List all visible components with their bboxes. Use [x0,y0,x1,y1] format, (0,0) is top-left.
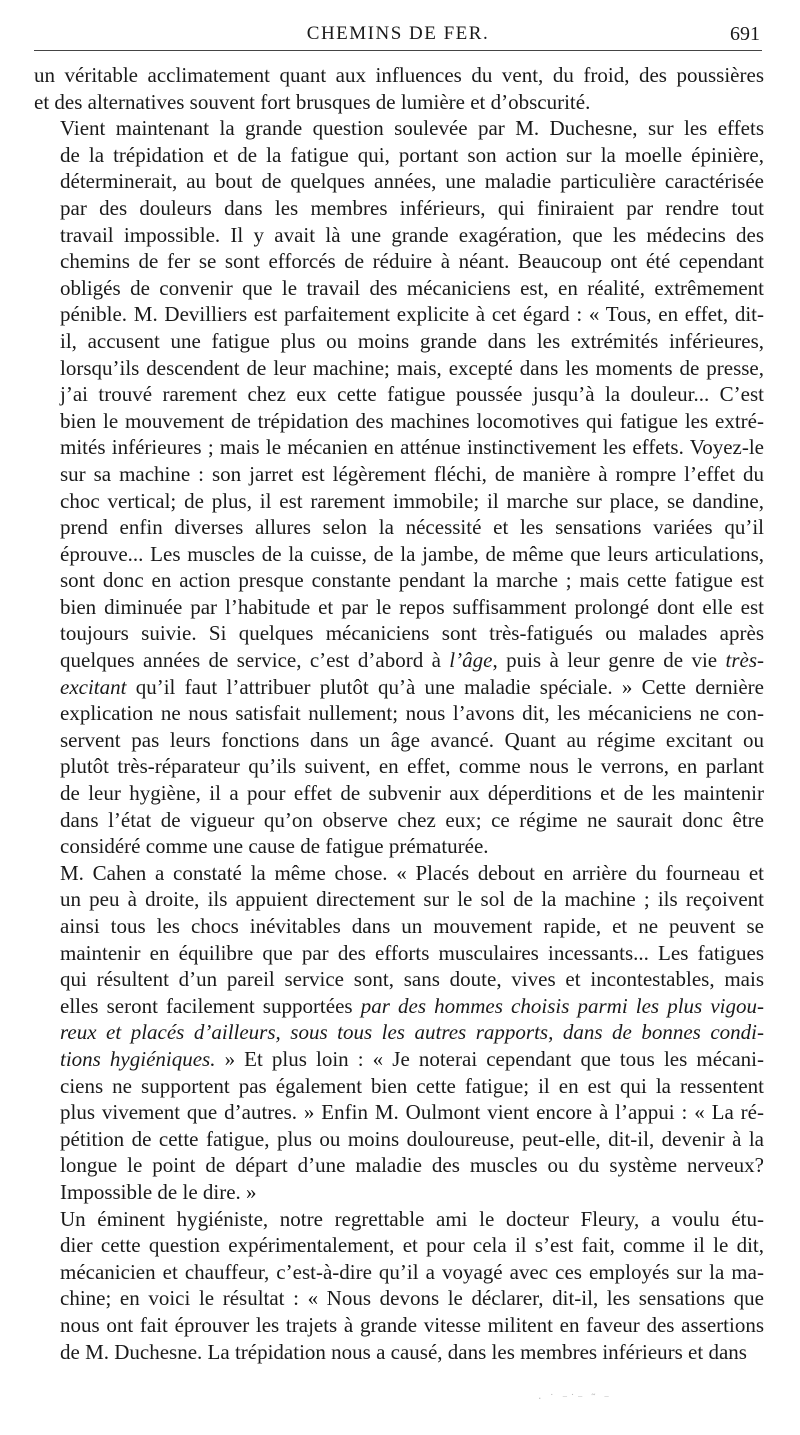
text-line: lorsqu’ils descendent de leur machine; mais, excepté dans les moments de presse, [60,355,764,380]
paragraph [34,62,764,115]
text-line: j’ai trouvé rarement chez eux cette fatigue poussée jusqu’à la douleur... C’est [60,382,764,407]
text-line: bien le mouvement de trépidation des machines locomotives qui fatigue les extré- [60,408,764,433]
text-line: choc vertical; de plus, il est rarement immobile; il marche sur place, se dandine, [60,488,764,513]
text-line: plutôt très-réparateur qu’ils suivent, en effet, comme nous le verrons, en parlant [60,754,764,779]
ink-smudge: · ˙ ⁻˙⁻ ˜ ⁻ [538,1392,612,1405]
text-line: nous ont fait éprouver les trajets à grande vitesse militent en faveur des assertions [60,1312,764,1337]
italic-emphasis: très- [725,648,764,673]
text-line: éprouve... Les muscles de la cuisse, de la jambe, de même que leurs articulations, [60,541,764,566]
text-line: considéré comme une cause de fatigue prématurée. [60,834,489,859]
italic-emphasis: reux et placés d’ailleurs, sous tous les autres rapports, dans de bonnes condi- [60,1020,764,1045]
text-line: ainsi tous les chocs inévitables dans un mouvement rapide, et ne peuvent se [60,914,764,938]
text-line: un véritable acclimatement quant aux influences du vent, du froid, des poussières [34,63,764,87]
text-line: explication ne nous satisfait nullement; nous l’avons dit, les mécaniciens ne con- [60,701,764,726]
paragraph [34,1206,764,1366]
text-line: ciens ne supportent pas également bien cette fatigue; il en est qui la ressentent [60,1073,764,1098]
text-line: par des douleurs dans les membres inférieurs, qui finiraient par rendre tout [60,195,764,220]
text-line: déterminerait, au bout de quelques années, une maladie particulière caractérisée [60,169,764,194]
text-line: de la trépidation et de la fatigue qui, portant son action sur la moelle épinière, [60,142,764,167]
text-line: toujours suivie. Si quelques mécaniciens sont très-fatigués ou malades après [60,621,764,646]
text-line: M. Cahen a constaté la même chose. « Placés debout en arrière du fourneau et [60,860,764,885]
text-line: un peu à droite, ils appuient directement sur le sol de la machine ; ils reçoivent [60,887,764,912]
text-line: dier cette question expérimentalement, et pour cela il s’est fait, comme il le dit, [60,1233,764,1258]
text-line: sont donc en action presque constante pendant la marche ; mais cette fatigue est [60,568,764,593]
text-line [34,1019,764,1046]
text-line: mités inférieures ; mais le mécanien en atténue instinctivement les effets. Voyez-le [60,435,764,460]
italic-emphasis: tions hygiéniques. [60,1046,216,1071]
text-line: obligés de convenir que le travail des mécaniciens est, en réalité, extrêmement [60,275,764,300]
text-line: mécanicien et chauffeur, c’est-à-dire qu’il a voyagé avec ces employés sur la ma- [60,1259,764,1284]
text-line: pétition de cette fatigue, plus ou moins douloureuse, peut-elle, dit-il, devenir à la [60,1126,764,1151]
text-line: pénible. M. Devilliers est parfaitement explicite à cet égard : « Tous, en effet, dit- [60,302,764,327]
paragraph [34,860,764,1206]
text-line: excitant qu’il faut l’attribuer plutôt qu’à une maladie spéciale. » Cette dernière [60,674,764,699]
italic-emphasis: par des hommes choisis parmi les plus vigou- [360,993,764,1018]
text-line: de M. Duchesne. La trépidation nous a causé, dans les membres inférieurs et dans [60,1339,747,1364]
text-line: et des alternatives souvent fort brusques de lumière et d’obscurité. [34,89,591,114]
text-line: Un éminent hygiéniste, notre regrettable ami le docteur Fleury, a voulu étu- [60,1206,764,1231]
text-line: Vient maintenant la grande question soulevée par M. Duchesne, sur les effets [60,116,764,141]
italic-emphasis: l’âge [449,648,493,673]
text-line: chine; en voici le résultat : « Nous devons le déclarer, dit-il, les sensations que [60,1286,764,1311]
running-title: CHEMINS DE FER. [306,23,490,44]
text-line: qui résultent d’un pareil service sont, sans doute, vives et incontestables, mais [60,967,764,992]
text-line: travail impossible. Il y avait là une grande exagération, que les médecins des [60,222,764,247]
paragraph [34,115,764,860]
text-line: de leur hygiène, il a pour effet de subvenir aux déperditions et de les maintenir [60,781,764,806]
text-line: servent pas leurs fonctions dans un âge avancé. Quant au régime excitant ou [60,727,764,752]
text-line: bien diminuée par l’habitude et par le repos suffisamment prolongé dont elle est [60,594,764,619]
text-line: longue le point de départ d’une maladie des muscles ou du système nerveux? [60,1153,764,1178]
running-header [34,10,762,51]
text-line: dans l’état de vigueur qu’on observe chez eux; ce régime ne saurait donc être [60,807,764,832]
text-line: chemins de fer se sont efforcés de réduire à néant. Beaucoup ont été cependant [60,249,764,274]
text-line: il, accusent une fatigue plus ou moins grande dans les extrémités inférieures, [60,328,764,353]
text-line: maintenir en équilibre que par des efforts musculaires incessants... Les fatigues [60,940,764,965]
text-line: plus vivement que d’autres. » Enfin M. Oulmont vient encore à l’appui : « La ré- [60,1100,764,1125]
italic-emphasis: excitant [60,674,127,699]
text-line: prend enfin diverses allures selon la nécessité et les sensations variées qu’il [60,515,764,540]
text-line: Impossible de le dire. » [60,1179,257,1204]
text-body [34,62,764,1365]
page-number: 691 [730,23,760,45]
text-line: sur sa machine : son jarret est légèrement fléchi, de manière à rompre l’effet du [60,461,764,486]
text-line: tions hygiéniques. » Et plus loin : « Je noterai cependant que tous les mécani- [60,1046,764,1071]
text-line: elles seront facilement supportées par des hommes choisis parmi les plus vigou- [60,993,764,1018]
text-line: quelques années de service, c’est d’abord à l’âge, puis à leur genre de vie très- [60,648,764,673]
